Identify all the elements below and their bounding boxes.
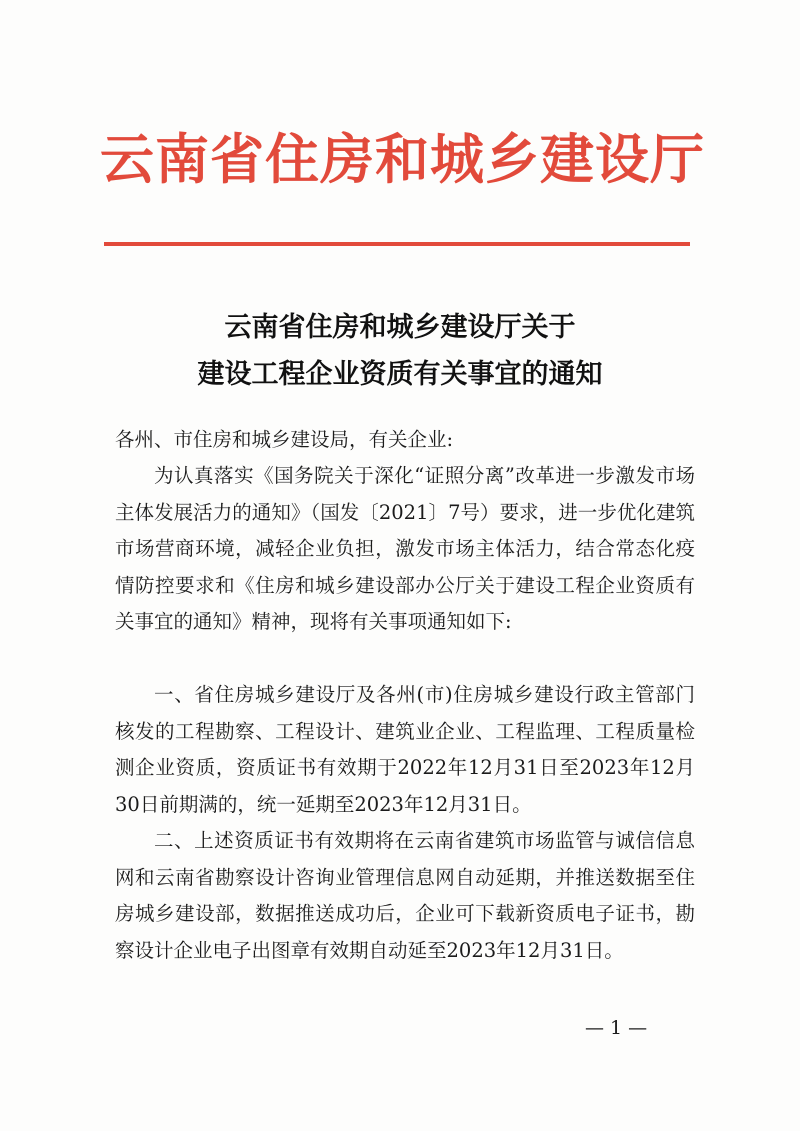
body-paragraph-item-1 (115, 677, 695, 823)
paragraph-text: 为认真落实《国务院关于深化“证照分离”改革进一步激发市场主体发展活力的通知》（国发〔2021〕7号）要求，进一步优化建筑市场营商环境，减轻企业负担，激发市场主体活力，结合常态化疫情防控要求和《住房和城乡建设部办公厅关于建设工程企业资质有关事宜的通知》精神，现将有关事项通知如下: (115, 464, 695, 633)
red-divider-rule (104, 242, 690, 246)
page-number: — 1 — (585, 1017, 648, 1039)
body-paragraph-item-2 (115, 823, 695, 969)
paragraph-text: 二、上述资质证书有效期将在云南省建筑市场监管与诚信信息网和云南省勘察设计咨询业管理信息网自动延期，并推送数据至住房城乡建设部，数据推送成功后，企业可下载新资质电子证书，勘察设计企业电子出图章有效期自动延至2023年12月31日。 (115, 829, 695, 962)
document-title-line-2: 建设工程企业资质有关事宜的通知 (197, 359, 603, 390)
salutation: 各州、市住房和城乡建设局，有关企业: (115, 428, 454, 451)
paragraph-text: 一、省住房城乡建设厅及各州(市)住房城乡建设行政主管部门核发的工程勘察、工程设计、建筑业企业、工程监理、工程质量检测企业资质，资质证书有效期于2022年12月31日至2023年12月30日前期满的，统一延期至2023年12月31日。 (115, 683, 695, 816)
body-paragraph-intro (115, 458, 695, 641)
document-title-line-1: 云南省住房和城乡建设厅关于 (224, 312, 576, 343)
masthead-title: 云南省住房和城乡建设厅 (100, 128, 705, 191)
